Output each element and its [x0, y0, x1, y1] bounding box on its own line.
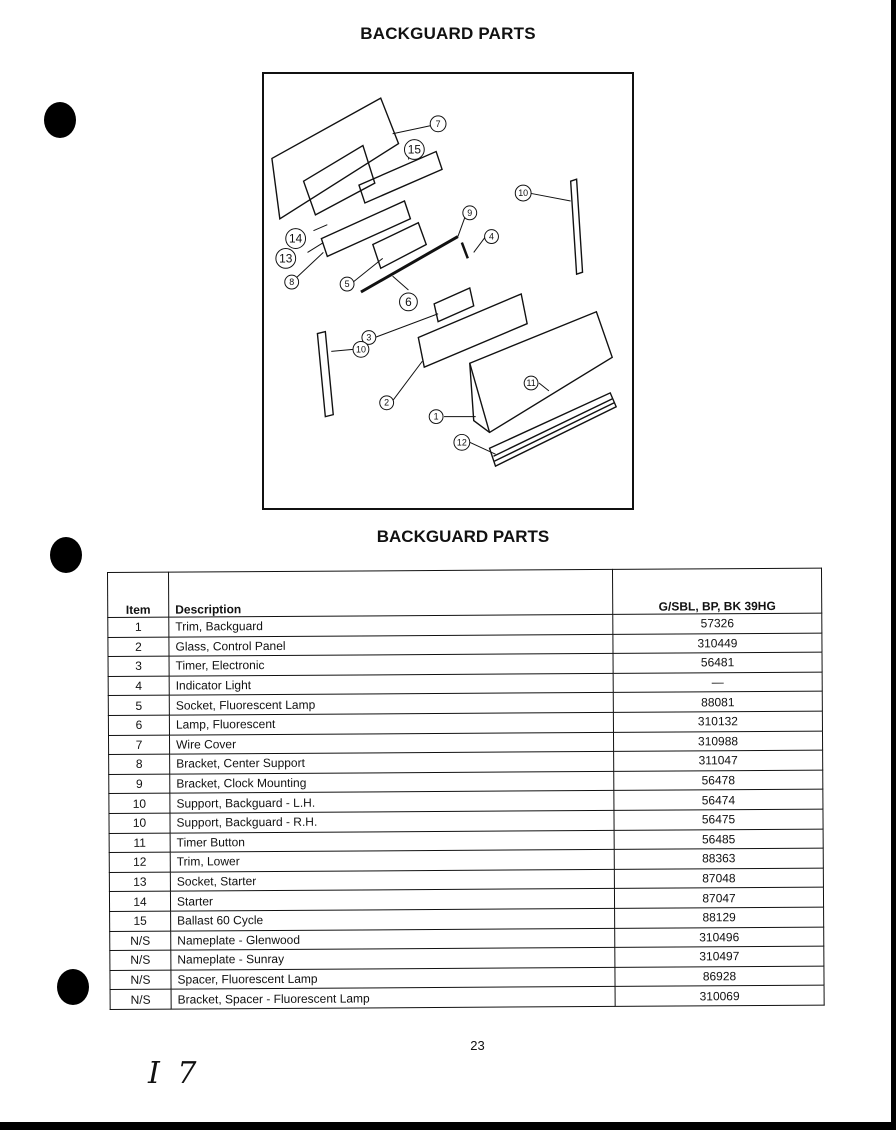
item-number: 14 [109, 891, 170, 911]
item-number: 15 [110, 911, 171, 931]
item-description: Timer Button [170, 830, 614, 852]
svg-text:13: 13 [279, 251, 293, 266]
scan-edge-bottom [0, 1122, 896, 1130]
part-number: 310988 [613, 731, 822, 752]
callout-8 [285, 275, 299, 289]
table-header-row [108, 568, 822, 617]
svg-text:12: 12 [456, 437, 467, 448]
part-number: 86928 [615, 966, 824, 987]
item-number: 7 [108, 735, 169, 755]
callout-15 [404, 140, 424, 160]
header-description: Description [169, 569, 613, 617]
item-number: 2 [108, 637, 169, 657]
center-support-part [321, 201, 410, 256]
svg-text:6: 6 [405, 294, 412, 309]
item-number: 9 [109, 774, 170, 794]
item-description: Trim, Backguard [169, 614, 613, 636]
parts-table-body [108, 613, 824, 1009]
part-number: 311047 [614, 750, 823, 771]
svg-text:11: 11 [526, 377, 536, 388]
item-description: Bracket, Spacer - Fluorescent Lamp [171, 987, 615, 1009]
header-model: G/SBL, BP, BK 39HG [612, 568, 821, 614]
scan-edge-right [891, 0, 896, 1130]
callout-11 [524, 376, 538, 390]
item-number: 8 [109, 754, 170, 774]
callout-5 [340, 277, 354, 291]
item-description: Glass, Control Panel [169, 634, 613, 656]
clock-mount-part [373, 223, 426, 269]
item-number: 13 [109, 872, 170, 892]
item-number: N/S [110, 989, 171, 1009]
punch-hole-top [44, 102, 76, 138]
item-description: Nameplate - Glenwood [171, 928, 615, 950]
callout-13 [276, 248, 296, 268]
svg-text:8: 8 [289, 277, 295, 288]
support-rh-part [571, 179, 583, 274]
part-number: 310132 [613, 711, 822, 732]
svg-text:5: 5 [344, 279, 350, 290]
item-number: 10 [109, 813, 170, 833]
parts-table [107, 568, 825, 1010]
table-row [110, 985, 824, 1009]
part-number: 310069 [615, 985, 824, 1006]
callout-10-lh [353, 341, 369, 357]
item-description: Wire Cover [169, 732, 613, 754]
svg-text:10: 10 [518, 188, 529, 199]
item-description: Spacer, Fluorescent Lamp [171, 967, 615, 989]
item-description: Socket, Starter [170, 869, 614, 891]
callout-4 [485, 230, 499, 244]
svg-text:7: 7 [435, 118, 441, 129]
item-description: Lamp, Fluorescent [169, 712, 613, 734]
item-description: Support, Backguard - R.H. [170, 810, 614, 832]
item-number: 11 [109, 833, 170, 853]
svg-text:15: 15 [407, 142, 421, 157]
part-number: 56474 [614, 789, 823, 810]
handwritten-note: I 7 [148, 1056, 201, 1091]
part-number: 88363 [614, 848, 823, 869]
callout-12 [454, 434, 470, 450]
part-number: 310497 [615, 946, 824, 967]
part-number: 310449 [613, 633, 822, 654]
diagram-svg [264, 74, 632, 508]
svg-text:9: 9 [467, 207, 473, 218]
item-number: 1 [108, 617, 169, 637]
part-number: 88129 [615, 907, 824, 928]
part-number: 87048 [614, 868, 823, 889]
page-title: BACKGUARD PARTS [360, 24, 536, 43]
table-title: BACKGUARD PARTS [376, 527, 550, 546]
exploded-parts-diagram [262, 72, 634, 510]
lower-trim-part [490, 393, 617, 466]
callout-14 [286, 229, 306, 249]
indicator-light-part [462, 243, 468, 259]
item-number: N/S [110, 950, 171, 970]
callout-10-rh [515, 185, 531, 201]
support-lh-part [317, 332, 333, 417]
callout-1 [429, 410, 443, 424]
wire-cover-part [272, 98, 399, 219]
item-description: Nameplate - Sunray [171, 947, 615, 969]
item-number: N/S [110, 970, 171, 990]
item-number: 5 [108, 695, 169, 715]
callout-6 [400, 293, 418, 311]
item-description: Indicator Light [169, 673, 613, 695]
part-number: 56481 [613, 652, 822, 673]
part-number: 310496 [615, 927, 824, 948]
ballast-part [359, 152, 442, 203]
svg-text:2: 2 [384, 397, 390, 408]
callout-2 [380, 396, 394, 410]
part-number: 88081 [613, 692, 822, 713]
punch-hole-bottom [57, 969, 89, 1005]
item-number: 4 [108, 676, 169, 696]
part-number: 56478 [614, 770, 823, 791]
svg-text:10: 10 [356, 344, 366, 355]
item-number: 10 [109, 793, 170, 813]
item-number: N/S [110, 931, 171, 951]
item-description: Socket, Fluorescent Lamp [169, 693, 613, 715]
item-description: Starter [170, 889, 614, 911]
part-number: — [613, 672, 822, 693]
part-number: 57326 [613, 613, 822, 634]
part-number: 56475 [614, 809, 823, 830]
svg-text:3: 3 [366, 332, 372, 343]
header-item: Item [108, 572, 169, 617]
item-description: Bracket, Clock Mounting [170, 771, 614, 793]
svg-text:1: 1 [433, 411, 439, 422]
item-description: Timer, Electronic [169, 654, 613, 676]
item-description: Support, Backguard - L.H. [170, 791, 614, 813]
callout-7 [430, 116, 446, 132]
callout-9 [463, 206, 477, 220]
item-description: Trim, Lower [170, 850, 614, 872]
svg-text:14: 14 [289, 231, 303, 246]
svg-text:4: 4 [489, 231, 495, 242]
item-description: Ballast 60 Cycle [171, 908, 615, 930]
part-number: 56485 [614, 829, 823, 850]
page-number: 23 [470, 1038, 485, 1053]
item-number: 6 [108, 715, 169, 735]
item-description: Bracket, Center Support [170, 752, 614, 774]
item-number: 12 [109, 852, 170, 872]
item-number: 3 [108, 656, 169, 676]
part-number: 87047 [614, 887, 823, 908]
